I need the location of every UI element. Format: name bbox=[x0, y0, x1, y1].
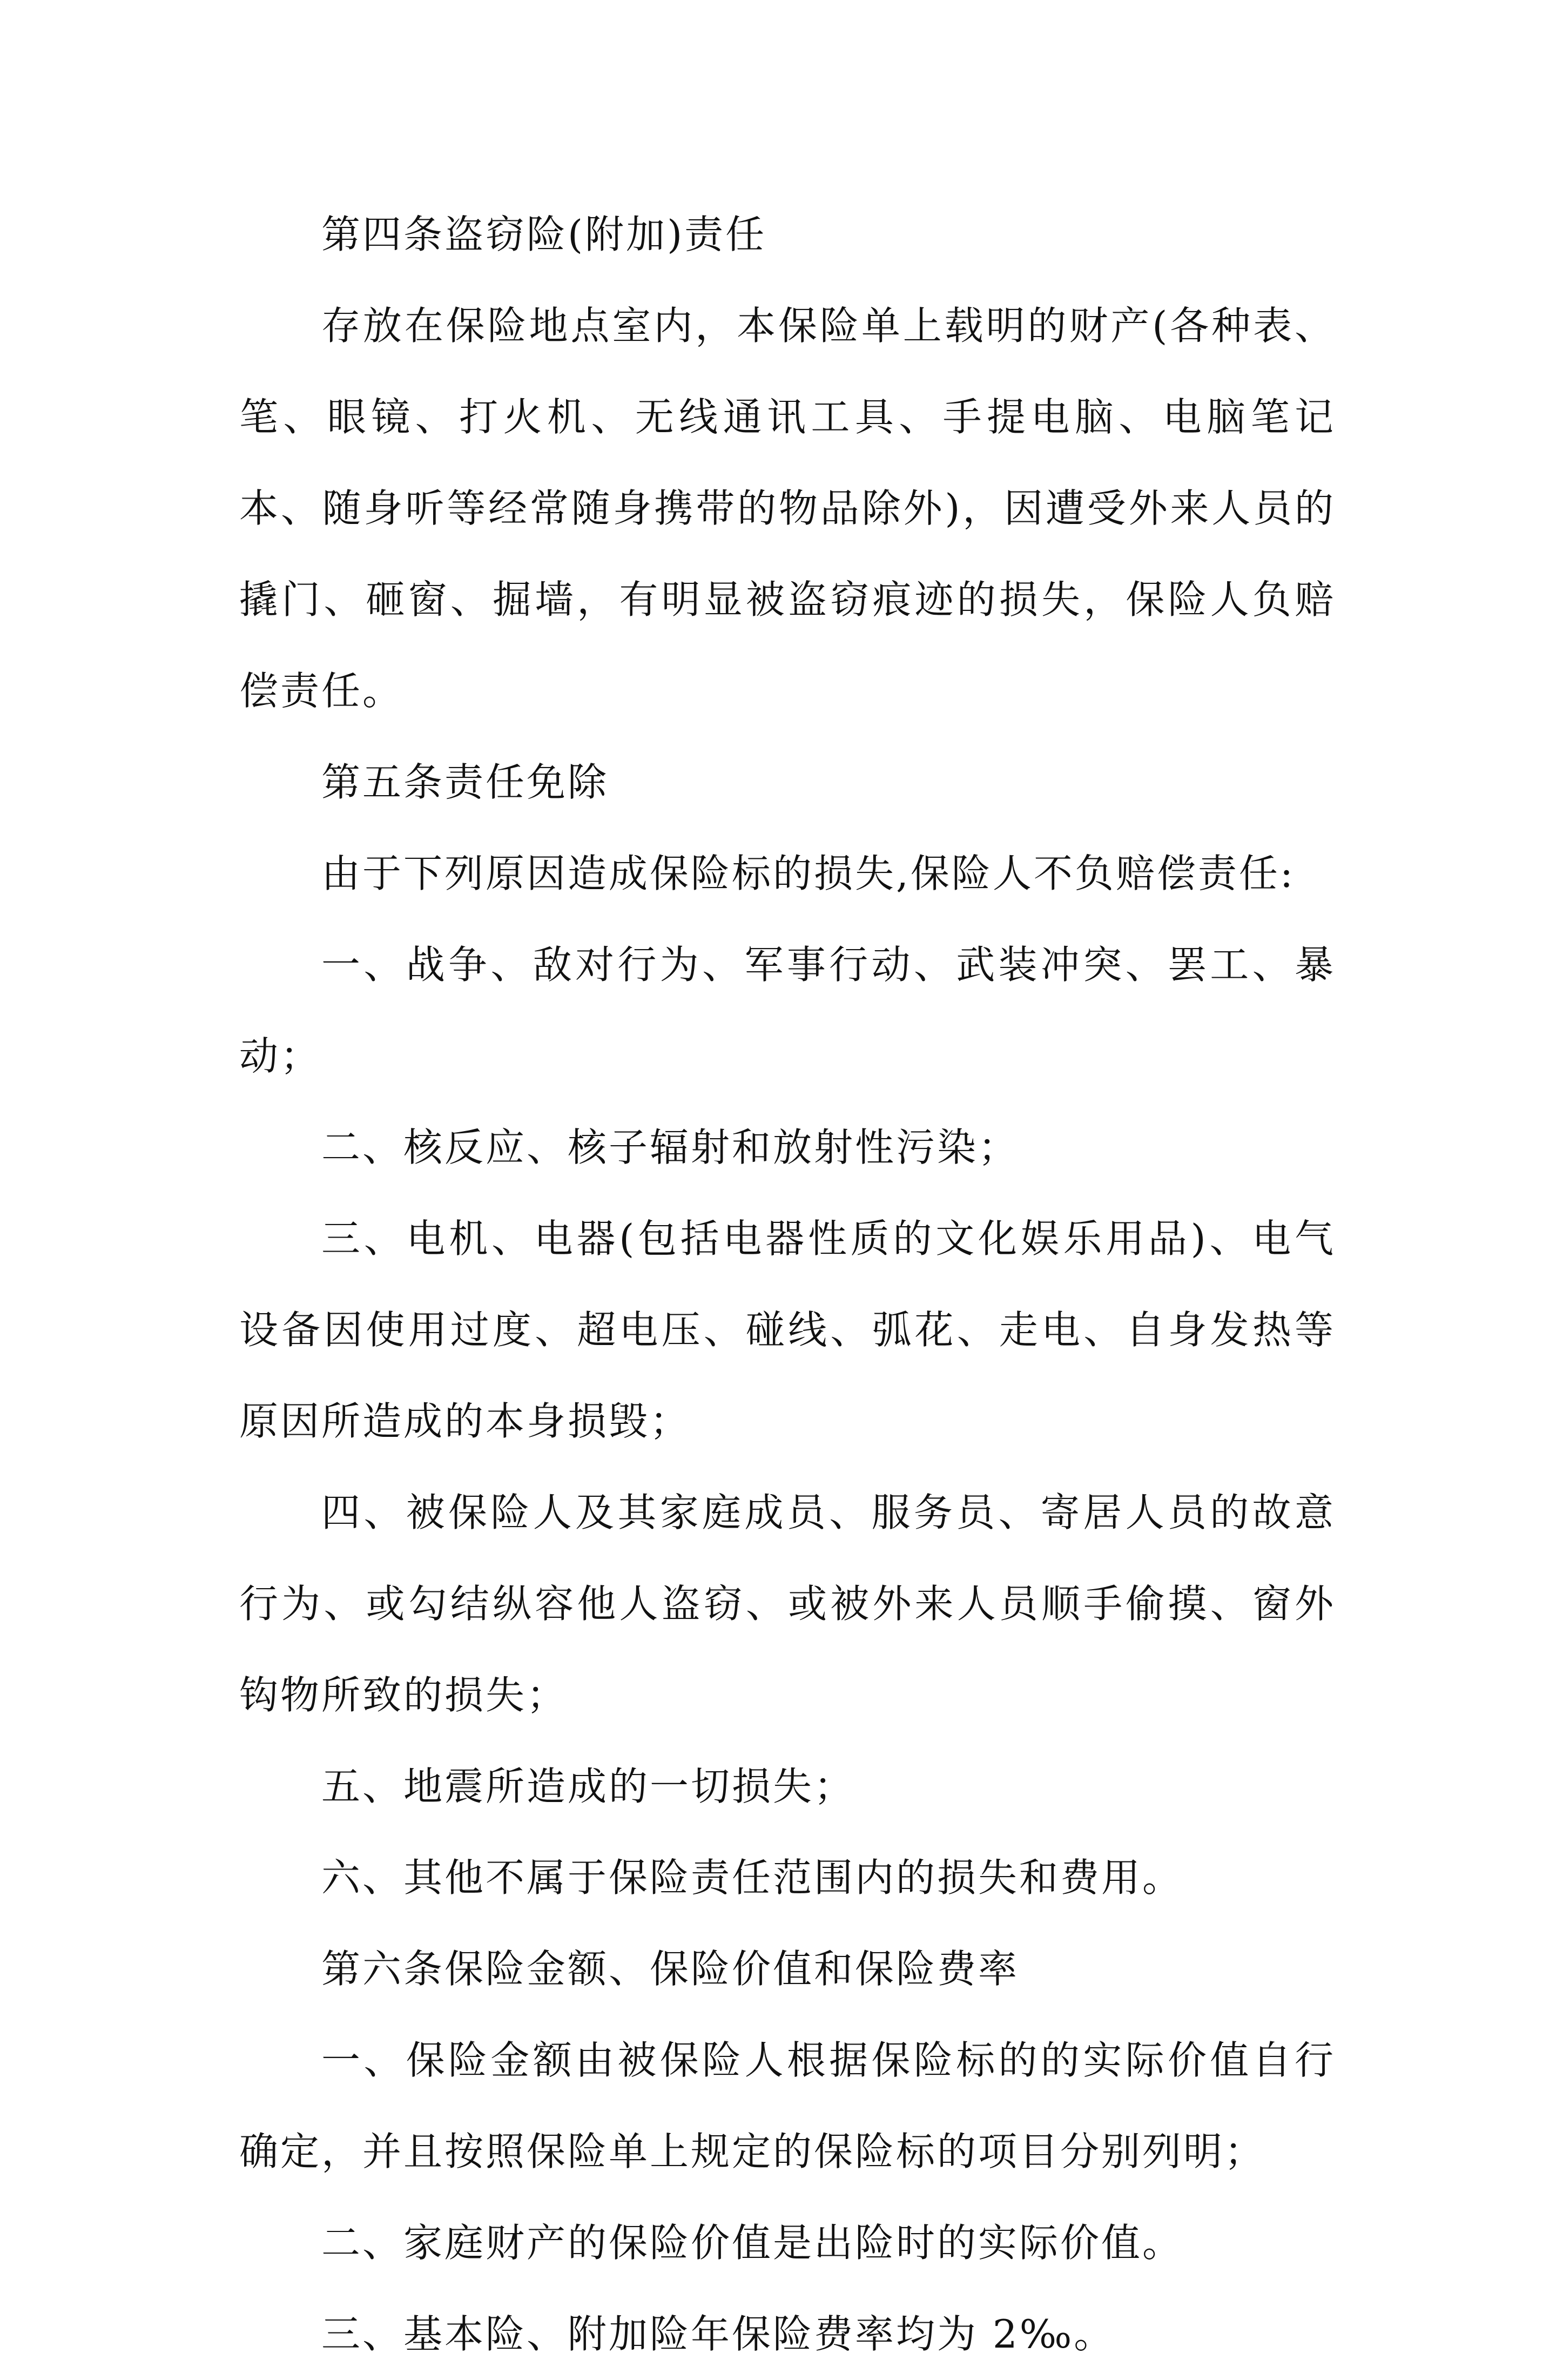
exclusion-item-1: 一、战争、敌对行为、军事行动、武装冲突、罢工、暴动； bbox=[239, 942, 1336, 1079]
exclusion-item-3: 三、电机、电器(包括电器性质的文化娱乐用品)、电气设备因使用过度、超电压、碰线、弧花、走电、自身发热等原因所造成的本身损毁； bbox=[239, 1216, 1336, 1444]
article-5-intro: 由于下列原因造成保险标的损失,保险人不负赔偿责任: bbox=[321, 851, 1296, 896]
article-6-item-3: 三、基本险、附加险年保险费率均为 2‰。 bbox=[321, 2311, 1115, 2357]
exclusion-item-4: 四、被保险人及其家庭成员、服务员、寄居人员的故意行为、或勾结纵容他人盗窃、或被外来人员顺手偷摸、窗外钩物所致的损失； bbox=[239, 1490, 1336, 1718]
article-4-heading: 第四条盗窃险(附加)责任 bbox=[321, 212, 767, 257]
article-6-item-2: 二、家庭财产的保险价值是出险时的实际价值。 bbox=[321, 2220, 1184, 2265]
article-6-heading: 第六条保险金额、保险价值和保险费率 bbox=[321, 1946, 1020, 1992]
article-6-item-1: 一、保险金额由被保险人根据保险标的的实际价值自行确定，并且按照保险单上规定的保险标的项目分别列明； bbox=[239, 2038, 1336, 2174]
article-4-text: 存放在保险地点室内，本保险单上载明的财产(各种表、笔、眼镜、打火机、无线通讯工具、手提电脑、电脑笔记本、随身听等经常随身携带的物品除外)，因遭受外来人员的撬门、砸窗、掘墙，有明显被盗窃痕迹的损失，保险人负赔偿责任。 bbox=[239, 303, 1336, 714]
article-5-heading: 第五条责任免除 bbox=[321, 759, 609, 805]
document-body bbox=[239, 189, 1336, 2380]
exclusion-item-2: 二、核反应、核子辐射和放射性污染； bbox=[321, 1125, 1020, 1170]
exclusion-item-6: 六、其他不属于保险责任范围内的损失和费用。 bbox=[321, 1855, 1184, 1900]
exclusion-item-5: 五、地震所造成的一切损失； bbox=[321, 1764, 855, 1809]
